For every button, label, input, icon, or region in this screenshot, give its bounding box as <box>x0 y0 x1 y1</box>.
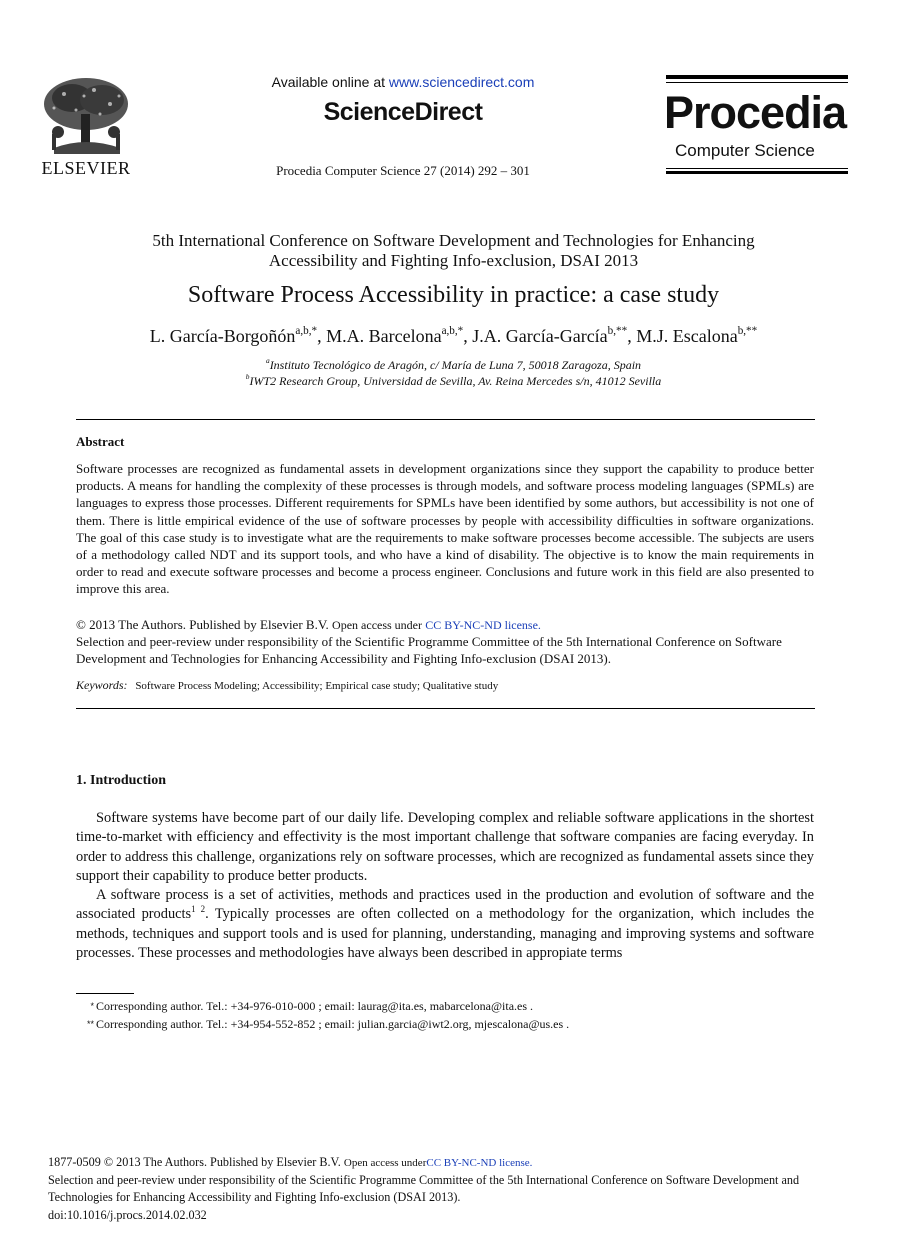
affiliation-text: Instituto Tecnológico de Aragón, c/ María de Luna 7, 50018 Zaragoza, Spain <box>269 358 642 372</box>
author-name: J.A. García-García <box>472 326 608 346</box>
author-affiliation-mark: b,** <box>607 324 628 337</box>
affiliation-mark: b <box>245 372 250 382</box>
footnotes <box>76 998 815 1034</box>
footer-doi: doi:10.1016/j.procs.2014.02.032 <box>48 1207 207 1222</box>
procedia-top-rule-thin <box>666 82 848 83</box>
footnote-text: Corresponding author. Tel.: +34-976-010-000 ; email: laurag@ita.es, mabarcelona@ita.es . <box>96 999 534 1013</box>
author-affiliation-mark: a,b,* <box>295 324 318 337</box>
procedia-bottom-rule-thick <box>666 171 848 174</box>
affiliation-a <box>40 357 867 373</box>
footnote-rule <box>76 993 134 994</box>
citation-ref: 1 2 <box>191 903 206 914</box>
page-footer <box>48 1154 853 1224</box>
author <box>472 326 636 346</box>
footnote-mark: ** <box>86 1019 94 1029</box>
copyright-line <box>76 616 815 634</box>
author-name: M.J. Escalona <box>636 326 738 346</box>
paragraph-text: . Typically processes are often collected on a methodology for the organization, which includes the methods, techniques and support tools and is used for planning, understanding, managing and improving systems and software processes. These processes and methodologies have always been described in appropiate terms <box>76 906 814 962</box>
affiliations <box>40 357 867 389</box>
author-separator: , <box>463 326 473 346</box>
author-separator: , <box>317 326 327 346</box>
abstract-top-rule <box>76 419 815 420</box>
paragraph <box>76 886 814 963</box>
author <box>636 326 757 346</box>
paper-title: Software Process Accessibility in practice: a case study <box>187 282 720 308</box>
abstract-heading: Abstract <box>76 434 125 449</box>
footer-selection: Selection and peer-review under responsibility of the Scientific Programme Committee of the 5th International Conference on Software Development and Technologies for Enhancing Accessibility and Fighting Info-exclusion (DSAI 2013). <box>48 1173 800 1205</box>
elsevier-tree-icon <box>24 74 148 160</box>
open-access-label: Open access under <box>332 618 423 632</box>
paragraph-text: A software process is a set of activities, methods and practices used in the production and evolution of software and the associated products <box>76 887 814 923</box>
author <box>150 326 326 346</box>
footnote-text: Corresponding author. Tel.: +34-954-552-852 ; email: julian.garcia@iwt2.org, mjescalona@us.es . <box>96 1017 570 1031</box>
author-affiliation-mark: b,** <box>737 324 758 337</box>
author <box>326 326 472 346</box>
paragraph: Software systems have become part of our daily life. Developing complex and reliable software applications in the shortest time-to-market with efficiency and effectivity is the most important challenge that software companies are facing everyday. In order to address this challenge, organizations rely on software processes, which are recognized as fundamental assets since they support their capability to produce better products. <box>76 810 814 884</box>
footnote <box>76 1016 815 1034</box>
keywords <box>76 678 815 693</box>
conference-line-2: Accessibility and Fighting Info-exclusion, DSAI 2013 <box>268 251 639 270</box>
affiliation-text: IWT2 Research Group, Universidad de Sevilla, Av. Reina Mercedes s/n, 41012 Sevilla <box>249 374 662 388</box>
footnote <box>76 998 815 1016</box>
footer-license-link[interactable]: CC BY-NC-ND license. <box>426 1157 533 1169</box>
selection-statement: Selection and peer-review under responsibility of the Scientific Programme Committee of the 5th International Conference on Software Development and Technologies for Enhancing Accessibility and Fighting Info-exclusion (DSAI 2013). <box>76 634 782 666</box>
conference-line-1: 5th International Conference on Software Development and Technologies for Enhancing <box>152 231 755 250</box>
elsevier-wordmark: ELSEVIER <box>41 158 131 178</box>
conference-name <box>40 231 867 271</box>
procedia-bottom-rule <box>666 168 848 169</box>
author-list <box>40 326 867 347</box>
author-name: L. García-Borgoñón <box>149 326 296 346</box>
author-affiliation-mark: a,b,* <box>441 324 464 337</box>
abstract-bottom-rule <box>76 708 815 709</box>
license-link[interactable]: CC BY-NC-ND license. <box>425 618 541 632</box>
available-online <box>200 74 606 90</box>
section-heading-introduction: 1. Introduction <box>76 773 166 788</box>
author-separator: , <box>627 326 637 346</box>
affiliation-b <box>40 373 867 389</box>
keywords-label: Keywords: <box>76 678 128 692</box>
footer-issn-line <box>48 1154 853 1172</box>
affiliation-mark: a <box>265 356 270 366</box>
sciencedirect-url-link[interactable]: www.sciencedirect.com <box>388 74 535 90</box>
footnote-mark: * <box>90 1001 94 1011</box>
footer-issn: 1877-0509 © 2013 The Authors. Published by Elsevier B.V. <box>48 1155 341 1169</box>
footer-open-access: Open access under <box>343 1157 427 1169</box>
available-online-prefix: Available online at <box>271 74 385 90</box>
author-name: M.A. Barcelona <box>326 326 442 346</box>
introduction-body <box>76 809 814 963</box>
sciencedirect-logo: ScienceDirect <box>323 98 483 126</box>
abstract-text: Software processes are recognized as fundamental assets in development organizations since they support the capability to produce better products. A means for handling the complexity of these processes is through models, and software process modeling languages (SPMLs) are languages to express those processes. Different requirements for SPMLs have been identified by some authors, but accessibility is not one of them. There is little empirical evidence of the use of software processes by people with accessibility difficulties in software organizations. The goal of this case study is to investigate what are the requirements to make software processes become accessible. The subjects are users of a methodology called NDT and its support tools, and who have a kind of disability. The objective is to know the main requirements in order to read and execute software processes and become a process engineer. Conclusions and future work in this field are also presented to improve this area. <box>76 461 814 597</box>
procedia-subtitle: Computer Science <box>675 141 815 160</box>
journal-reference: Procedia Computer Science 27 (2014) 292 – 301 <box>276 163 530 178</box>
procedia-top-rule <box>666 75 848 79</box>
elsevier-logo <box>24 74 148 178</box>
keywords-text: Software Process Modeling; Accessibility; Empirical case study; Qualitative study <box>135 680 499 692</box>
copyright-text: © 2013 The Authors. Published by Elsevier B.V. <box>76 617 329 632</box>
procedia-title: Procedia <box>664 87 847 138</box>
